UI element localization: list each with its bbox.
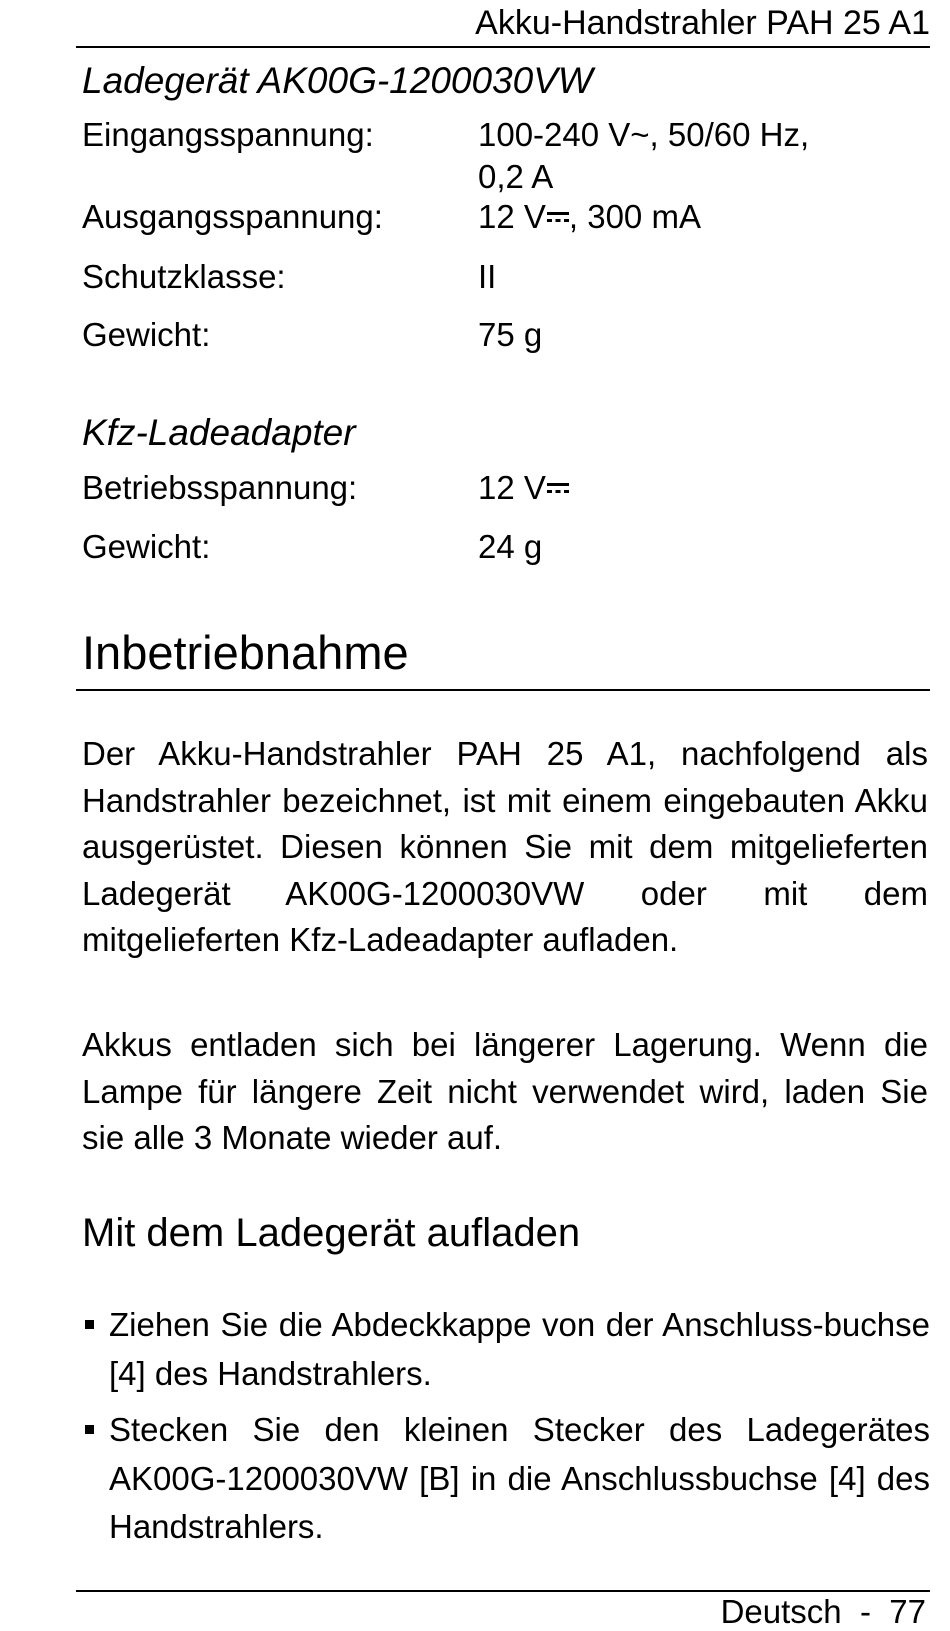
list-item-text: Ziehen Sie die Abdeckkappe von der Anschluss-buchse [4] des Handstrahlers. [109, 1306, 930, 1392]
spec-value: 12 V , 300 mA [478, 198, 701, 235]
bullet-square-icon [85, 1320, 94, 1329]
bullet-square-icon [85, 1425, 94, 1434]
spec-value-line: 100-240 V~, 50/60 Hz, [478, 116, 810, 153]
dc-symbol-icon [547, 482, 569, 495]
spec-value: II [478, 258, 497, 295]
section-title: Inbetriebnahme [82, 626, 409, 679]
spec-value: 12 V [478, 467, 569, 509]
subsection-title: Mit dem Ladegerät aufladen [82, 1211, 581, 1255]
spec-label: Betriebsspannung: [82, 469, 358, 506]
list-item-text: Stecken Sie den kleinen Stecker des Ladegerätes AK00G-1200030VW [B] in die Anschlussbuchse [4] des Handstrahlers. [109, 1411, 930, 1545]
running-title: Akku-Handstrahler PAH 25 A1 [475, 4, 930, 42]
spec-value: 24 g [478, 528, 543, 565]
spec-label: Gewicht: [82, 528, 211, 565]
page-footer: Deutsch - 77 [720, 1593, 926, 1630]
spec-label: Eingangsspannung: [82, 116, 374, 153]
charger-heading: Ladegerät AK00G-1200030VW [82, 60, 593, 101]
list-item [82, 1301, 930, 1398]
section-divider [76, 689, 930, 691]
spec-label: Gewicht: [82, 316, 211, 353]
footer-divider [76, 1590, 930, 1592]
spec-label: Schutzklasse: [82, 258, 286, 295]
spec-label: Ausgangsspannung: [82, 198, 383, 235]
page-header [76, 0, 930, 48]
spec-value: 75 g [478, 316, 543, 353]
list-item [82, 1406, 930, 1552]
car-adapter-heading: Kfz-Ladeadapter [82, 412, 356, 453]
body-paragraph: Akkus entladen sich bei längerer Lagerung. Wenn die Lampe für längere Zeit nicht verwendet wird, laden Sie sie alle 3 Monate wieder auf. [82, 1026, 928, 1156]
spec-value-line: 0,2 A [478, 158, 554, 195]
body-paragraph: Der Akku-Handstrahler PAH 25 A1, nachfolgend als Handstrahler bezeichnet, ist mit einem eingebauten Akku ausgerüstet. Diesen können Sie mit dem mitgelieferten Ladegerät AK00G-1200030VW oder mit dem mitgelieferten Kfz-Ladeadapter aufladen. [82, 735, 928, 958]
dc-symbol-icon [547, 211, 569, 224]
spec-value [478, 114, 809, 198]
